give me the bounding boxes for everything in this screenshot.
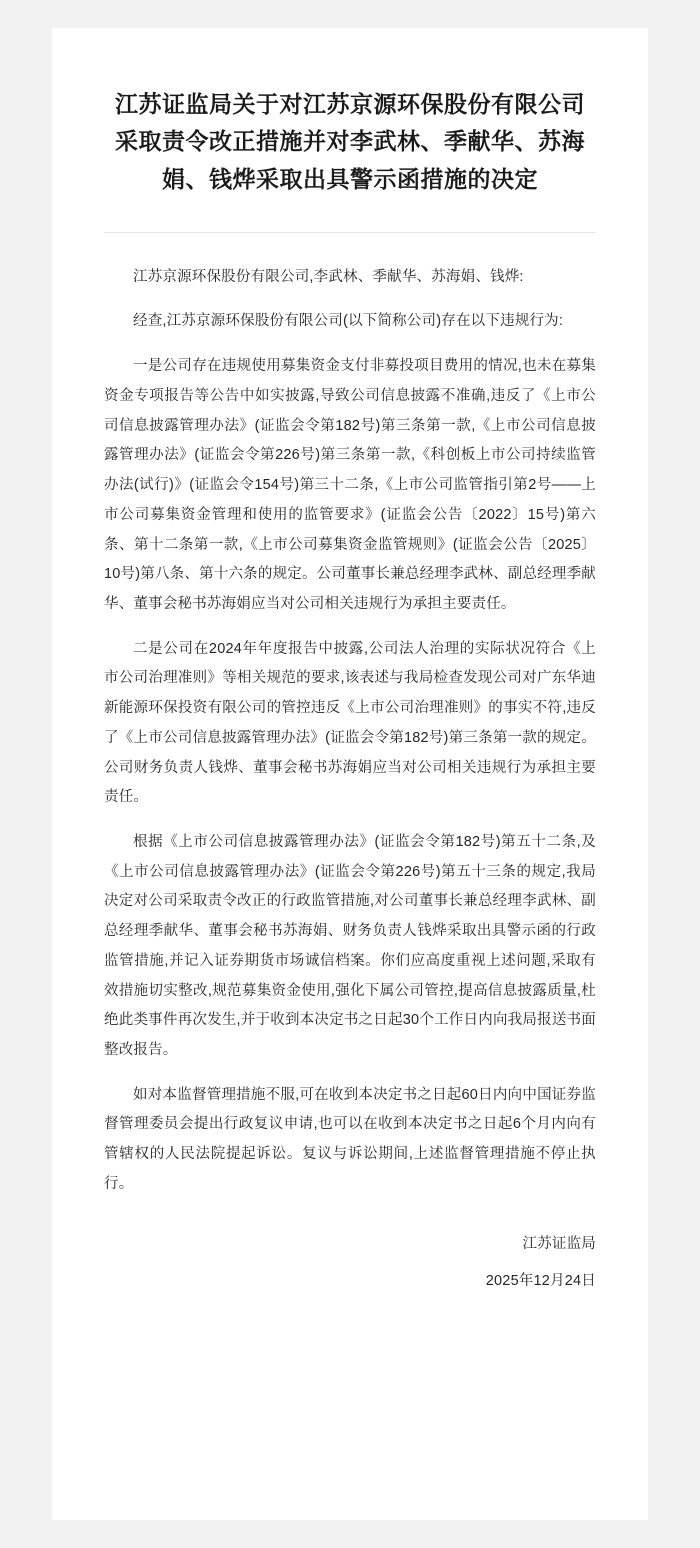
title-divider xyxy=(104,232,596,233)
paragraph-intro: 经查,江苏京源环保股份有限公司(以下简称公司)存在以下违规行为: xyxy=(133,313,564,330)
paragraph-salutation: 江苏京源环保股份有限公司,李武林、季献华、苏海娟、钱烨: xyxy=(133,268,524,285)
document-page xyxy=(52,28,648,1520)
paragraph-violation-one: 一是公司存在违规使用募集资金支付非募投项目费用的情况,也未在募集资金专项报告等公告中如实披露,导致公司信息披露不准确,违反了《上市公司信息披露管理办法》(证监会令第182号)第三条第一款,《上市公司信息披露管理办法》(证监会令第226号)第三条第一款,《科创板上市公司持续监管办法(试行)》(证监会令154号)第三十二条,《上市公司监管指引第2号——上市公司募集资金管理和使用的监管要求》(证监会公告〔2022〕15号)第六条、第十二条第一款,《上市公司募集资金监管规则》(证监会公告〔2025〕10号)第八条、第十六条的规定。公司董事长兼总经理李武林、副总经理季献华、董事会秘书苏海娟应当对公司相关违规行为承担主要责任。 xyxy=(104,358,596,612)
paragraph-decision: 根据《上市公司信息披露管理办法》(证监会令第182号)第五十二条,及《上市公司信息披露管理办法》(证监会令第226号)第五十三条的规定,我局决定对公司采取责令改正的行政监管措施,对公司董事长兼总经理李武林、副总经理季献华、董事会秘书苏海娟、财务负责人钱烨采取出具警示函的行政监管措施,并记入证券期货市场诚信档案。你们应高度重视上述问题,采取有效措施切实整改,规范募集资金使用,强化下属公司管控,提高信息披露质量,杜绝此类事件再次发生,并于收到本决定书之日起30个工作日内向我局报送书面整改报告。 xyxy=(104,833,596,1058)
paragraph-appeal: 如对本监督管理措施不服,可在收到本决定书之日起60日内向中国证券监督管理委员会提出行政复议申请,也可以在收到本决定书之日起6个月内向有管辖权的人民法院提起诉讼。复议与诉讼期间,上述监督管理措施不停止执行。 xyxy=(104,1086,596,1192)
document-body xyxy=(104,263,596,1200)
paragraph-violation-two: 二是公司在2024年年度报告中披露,公司法人治理的实际状况符合《上市公司治理准则》等相关规范的要求,该表述与我局检查发现公司对广东华迪新能源环保投资有限公司的管控违反《上市公司治理准则》的事实不符,违反了《上市公司信息披露管理办法》(证监会令第182号)第三条第一款的规定。公司财务负责人钱烨、董事会秘书苏海娟应当对公司相关违规行为承担主要责任。 xyxy=(104,640,596,806)
signature-block xyxy=(104,1230,596,1297)
signature-date: 2025年12月24日 xyxy=(485,1273,596,1290)
page-title: 江苏证监局关于对江苏京源环保股份有限公司采取责令改正措施并对李武林、季献华、苏海娟、钱烨采取出具警示函措施的决定 xyxy=(115,91,585,192)
signature-issuer: 江苏证监局 xyxy=(522,1235,596,1252)
